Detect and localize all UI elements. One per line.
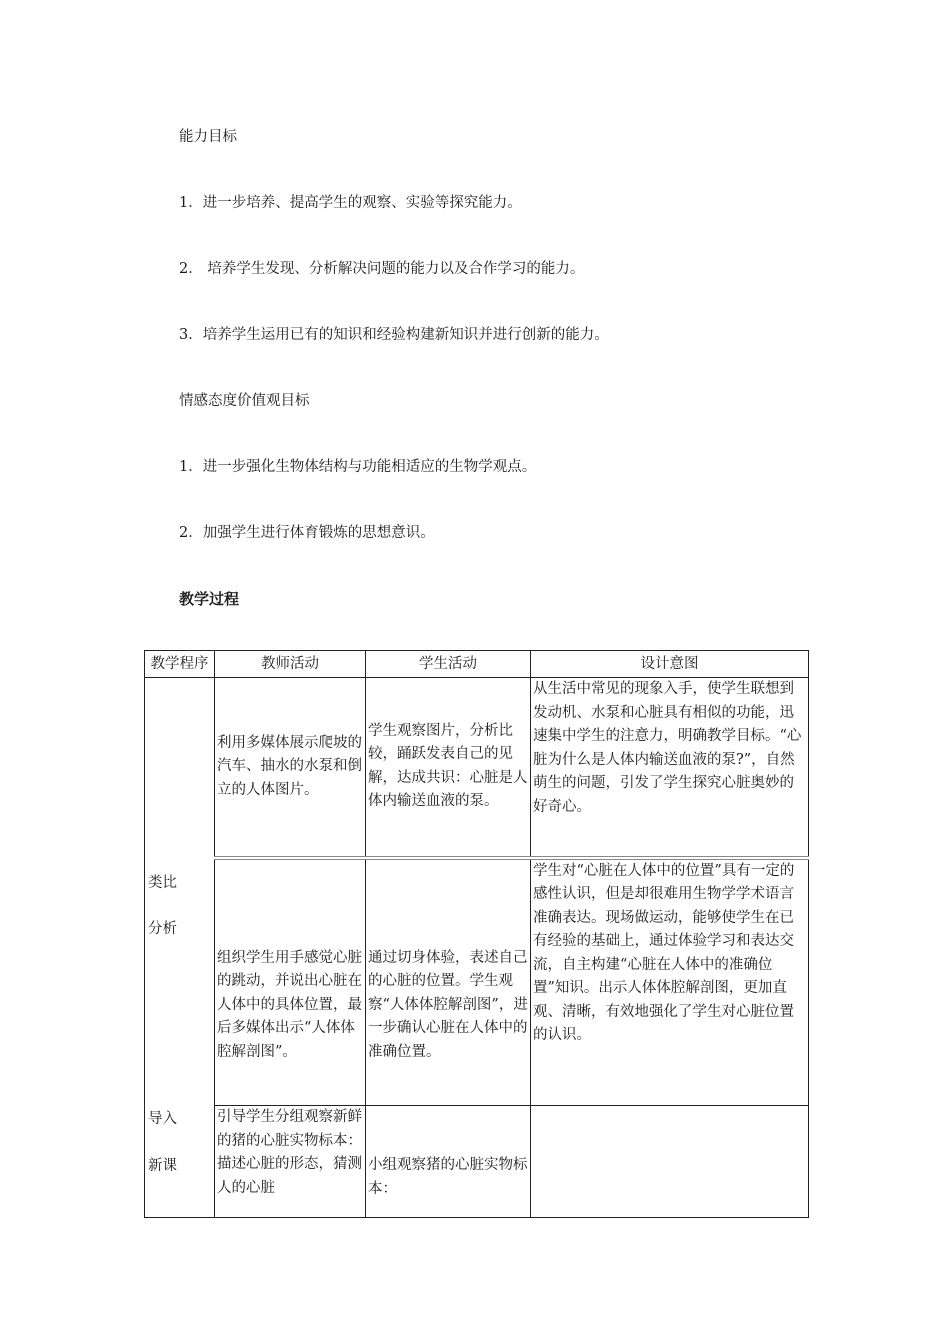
teacher-activity: 组织学生用手感觉心脏的跳动，并说出心脏在人体中的具体位置，最后多媒体出示“人体体腔解剖图”。 — [215, 858, 366, 1106]
teacher-activity: 利用多媒体展示爬坡的汽车、抽水的水泵和倒立的人体图片。 — [215, 678, 366, 858]
ability-item-2: 2． 培养学生发现、分析解决问题的能力以及合作学习的能力。 — [179, 261, 585, 277]
header-student: 学生活动 — [366, 651, 531, 678]
student-activity: 小组观察猪的心脏实物标本： — [366, 1106, 531, 1218]
header-teacher: 教师活动 — [215, 651, 366, 678]
design-intent: 从生活中常见的现象入手，使学生联想到发动机、水泵和心脏具有相似的功能，迅速集中学生的注意力，明确教学目标。“心脏为什么是人体内输送血液的泵?”，自然萌生的问题，引发了学生探究心脏奥妙的好奇心。 — [531, 678, 809, 858]
emotion-heading: 情感态度价值观目标 — [179, 393, 310, 409]
stage-cell — [145, 678, 215, 1218]
stage-label: 导入 — [148, 1111, 177, 1127]
teacher-activity: 引导学生分组观察新鲜的猪的心脏实物标本：描述心脏的形态，猜测人的心脏 — [215, 1106, 366, 1218]
stage-label: 新课 — [148, 1158, 177, 1174]
table-row — [145, 858, 809, 1106]
stage-label: 分析 — [148, 921, 177, 937]
student-activity: 通过切身体验，表述自己的心脏的位置。学生观察“人体体腔解剖图”，进一步确认心脏在人体中的准确位置。 — [366, 858, 531, 1106]
emotion-item-1: 1．进一步强化生物体结构与功能相适应的生物学观点。 — [179, 459, 537, 475]
design-intent: 学生对“心脏在人体中的位置”具有一定的感性认识，但是却很难用生物学学术语言准确表达。现场做运动，能够使学生在已有经验的基础上，通过体验学习和表达交流，自主构建“心脏在人体中的准确位置”知识。出示人体体腔解剖图，更加直观、清晰，有效地强化了学生对心脏位置的认识。 — [531, 858, 809, 1106]
emotion-item-2: 2．加强学生进行体育锻炼的思想意识。 — [179, 525, 435, 541]
design-intent — [531, 1106, 809, 1218]
table-row — [145, 678, 809, 858]
ability-item-1: 1．进一步培养、提高学生的观察、实验等探究能力。 — [179, 195, 522, 211]
header-intent: 设计意图 — [531, 651, 809, 678]
ability-heading: 能力目标 — [179, 129, 237, 145]
student-activity: 学生观察图片，分析比较，踊跃发表自己的见解，达成共识：心脏是人体内输送血液的泵。 — [366, 678, 531, 858]
ability-item-3: 3．培养学生运用已有的知识和经验构建新知识并进行创新的能力。 — [179, 327, 609, 343]
table-header-row — [145, 651, 809, 678]
table-row — [145, 1106, 809, 1218]
stage-label: 类比 — [148, 875, 177, 891]
header-stage: 教学程序 — [145, 651, 215, 678]
process-heading: 教学过程 — [179, 590, 240, 608]
lesson-table — [144, 650, 809, 1218]
